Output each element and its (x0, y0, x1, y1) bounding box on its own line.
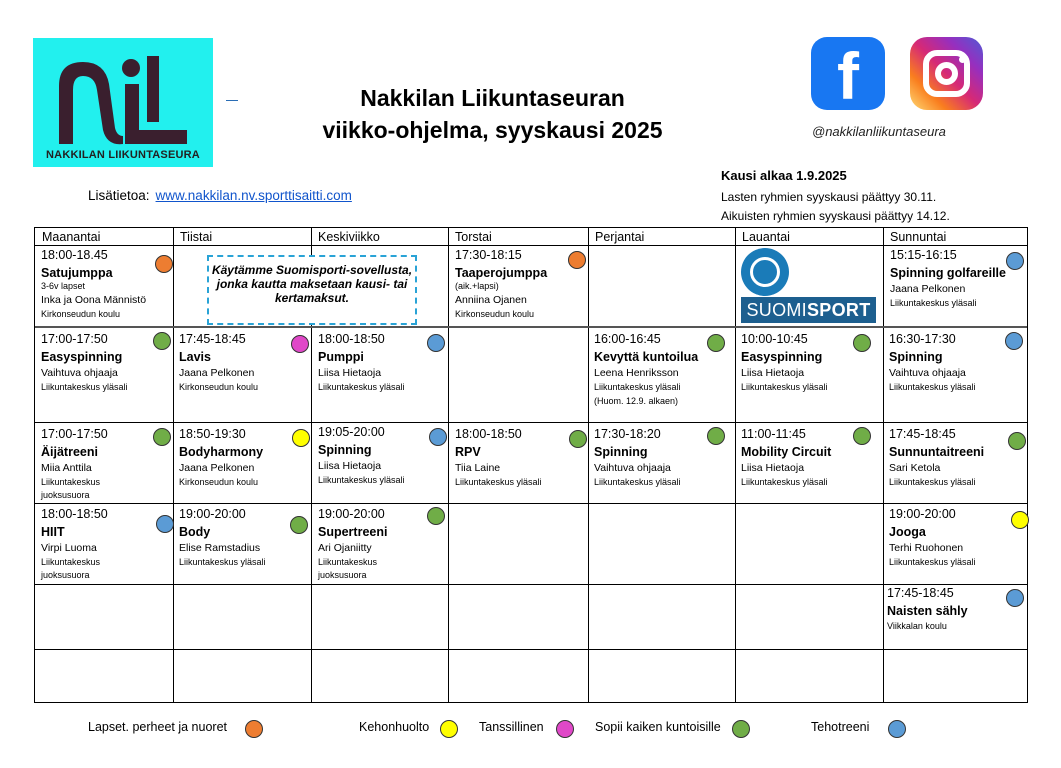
class-location: Liikuntakeskus yläsali (318, 475, 405, 485)
class-name: RPV (455, 445, 481, 459)
class-time: 16:00-16:45 (594, 332, 661, 346)
class-cell-thu1 (455, 248, 547, 321)
category-blue-dot-icon (1006, 252, 1024, 270)
class-name: Satujumppa (41, 266, 113, 280)
day-header-sun: Sunnuntai (890, 230, 947, 244)
class-cell-wed2 (318, 332, 405, 394)
facebook-icon[interactable]: f (811, 37, 885, 110)
class-name: Bodyharmony (179, 445, 264, 459)
class-location: Liikuntakeskus yläsali (179, 557, 266, 567)
category-blue-dot-icon (1006, 589, 1024, 607)
class-time: 18:00-18.45 (41, 248, 108, 262)
class-name: Jooga (889, 525, 926, 539)
class-cell-sun5 (887, 586, 968, 633)
season-start: Kausi alkaa 1.9.2025 (721, 168, 847, 183)
class-cell-sun4 (889, 507, 976, 569)
nl-logo-icon (53, 48, 193, 148)
class-cell-sat3 (741, 427, 831, 489)
class-location: Liikuntakeskus yläsali (318, 382, 405, 392)
class-location: Liikuntakeskus yläsali (455, 477, 542, 487)
class-time: 11:00-11:45 (741, 427, 806, 441)
legend-magenta-dot-icon (556, 720, 574, 738)
category-orange-dot-icon (155, 255, 173, 273)
class-instructor: Inka ja Oona Männistö (41, 294, 147, 306)
class-time: 18:00-18:50 (41, 507, 108, 521)
class-cell-wed4 (318, 507, 418, 582)
class-instructor: Liisa Hietaoja (318, 460, 382, 472)
class-instructor: Liisa Hietaoja (318, 367, 382, 379)
day-header-mon: Maanantai (42, 230, 101, 244)
class-instructor: Sari Ketola (889, 462, 941, 474)
class-location: Liikuntakeskus yläsali (889, 477, 976, 487)
website-link[interactable]: www.nakkilan.nv.sporttisaitti.com (155, 188, 352, 203)
class-cell-mon1 (41, 248, 146, 321)
class-instructor: Anniina Ojanen (455, 294, 527, 306)
class-instructor: Miia Anttila (41, 462, 92, 474)
class-cell-sun3 (889, 427, 984, 489)
class-name: Spinning (889, 350, 943, 364)
class-name: Supertreeni (318, 525, 388, 539)
class-time: 10:00-10:45 (741, 332, 808, 346)
club-logo (33, 38, 213, 167)
class-cell-fri3 (594, 427, 681, 489)
class-time: 18:00-18:50 (455, 427, 522, 441)
title-line-1: Nakkilan Liikuntaseuran (360, 85, 625, 111)
class-time: 19:05-20:00 (318, 425, 385, 439)
class-location: Liikuntakeskus yläsali (890, 298, 977, 308)
class-cell-mon3 (41, 427, 141, 502)
day-header-tue: Tiistai (180, 230, 213, 244)
class-name: HIIT (41, 525, 65, 539)
class-instructor: Jaana Pelkonen (179, 367, 255, 379)
class-location: Liikuntakeskus juoksusuora (41, 557, 101, 580)
class-instructor: Vaihtuva ohjaaja (594, 462, 671, 474)
class-time: 17:45-18:45 (889, 427, 956, 441)
category-yellow-dot-icon (1011, 511, 1029, 529)
legend-label: Kehonhuolto (359, 720, 430, 734)
class-name: Naisten sähly (887, 604, 968, 618)
class-cell-tue4 (179, 507, 266, 569)
class-location: Viikkalan koulu (887, 621, 947, 631)
class-name: Pumppi (318, 350, 364, 364)
season-kids-end: Lasten ryhmien syyskausi päättyy 30.11. (721, 190, 937, 204)
class-cell-wed3 (318, 425, 405, 487)
class-time: 19:00-20:00 (889, 507, 956, 521)
page-title (290, 82, 695, 146)
class-name: Taaperojumppa (455, 266, 548, 280)
legend-blue-dot-icon (888, 720, 906, 738)
legend-green-dot-icon (732, 720, 750, 738)
class-instructor: Jaana Pelkonen (890, 283, 966, 295)
class-location: Kirkonseudun koulu (41, 309, 121, 319)
class-location: Kirkonseudun koulu (179, 477, 259, 487)
class-time: 17:30-18:15 (455, 248, 522, 262)
category-blue-dot-icon (429, 428, 447, 446)
more-info (88, 188, 352, 203)
category-yellow-dot-icon (292, 429, 310, 447)
more-info-label: Lisätietoa: (88, 188, 150, 203)
class-sub: 3-6v lapset (41, 281, 86, 291)
legend-label: Lapset. perheet ja nuoret (88, 720, 227, 734)
class-location: Kirkonseudun koulu (179, 382, 259, 392)
class-instructor: Tiia Laine (455, 462, 501, 474)
class-time: 17:45-18:45 (887, 586, 954, 600)
legend-yellow-dot-icon (440, 720, 458, 738)
suomisport-word2: SPORT (807, 300, 871, 320)
class-name: Sunnuntaitreeni (889, 445, 985, 459)
class-instructor: Vaihtuva ohjaaja (889, 367, 966, 379)
class-location: Liikuntakeskus yläsali (594, 477, 681, 487)
suomisport-note: Käytämme Suomisporti-sovellusta, jonka kautta maksetaan kausi- tai kertamaksut. (207, 255, 417, 325)
category-orange-dot-icon (568, 251, 586, 269)
class-cell-fri2 (594, 332, 698, 406)
category-green-dot-icon (853, 427, 871, 445)
category-magenta-dot-icon (291, 335, 309, 353)
category-blue-dot-icon (156, 515, 174, 533)
class-time: 17:45-18:45 (179, 332, 246, 346)
class-location: Liikuntakeskus juoksusuora (318, 557, 378, 580)
class-cell-sun1 (890, 248, 1006, 310)
suomisport-logo (741, 248, 876, 323)
class-name: Spinning (318, 443, 372, 457)
logo-text: NAKKILAN LIIKUNTASEURA (46, 149, 200, 161)
class-location: Liikuntakeskus yläsali (594, 382, 681, 392)
class-name: Kevyttä kuntoilua (594, 350, 699, 364)
class-instructor: Terhi Ruohonen (889, 542, 964, 554)
legend-label: Tanssillinen (479, 720, 544, 734)
class-instructor: Vaihtuva ohjaaja (41, 367, 118, 379)
class-time: 19:00-20:00 (318, 507, 385, 521)
legend-label: Sopii kaiken kuntoisille (595, 720, 721, 734)
day-header-fri: Perjantai (595, 230, 645, 244)
class-name: Äijätreeni (41, 445, 98, 459)
class-instructor: Ari Ojaniitty (318, 542, 372, 554)
class-instructor: Liisa Hietaoja (741, 462, 805, 474)
class-location: Liikuntakeskus yläsali (889, 382, 976, 392)
category-green-dot-icon (707, 334, 725, 352)
day-header-wed: Keskiviikko (318, 230, 380, 244)
social-handle: @nakkilanliikuntaseura (812, 124, 946, 139)
class-location: Liikuntakeskus yläsali (889, 557, 976, 567)
class-cell-mon4 (41, 507, 141, 582)
category-green-dot-icon (290, 516, 308, 534)
day-header-sat: Lauantai (742, 230, 790, 244)
class-time: 17:00-17:50 (41, 427, 108, 441)
class-name: Body (179, 525, 211, 539)
legend-label: Tehotreeni (811, 720, 870, 734)
class-time: 16:30-17:30 (889, 332, 956, 346)
class-location: Kirkonseudun koulu (455, 309, 535, 319)
class-name: Spinning (594, 445, 648, 459)
class-location: Liikuntakeskus juoksusuora (41, 477, 101, 500)
class-name: Easyspinning (41, 350, 123, 364)
category-blue-dot-icon (427, 334, 445, 352)
class-sub: (aik.+lapsi) (455, 281, 499, 291)
category-green-dot-icon (153, 332, 171, 350)
season-adults-end: Aikuisten ryhmien syyskausi päättyy 14.12. (721, 209, 950, 223)
category-green-dot-icon (853, 334, 871, 352)
category-green-dot-icon (153, 428, 171, 446)
class-instructor: Virpi Luoma (41, 542, 97, 554)
class-cell-tue2 (179, 332, 258, 394)
class-location: Liikuntakeskus yläsali (41, 382, 128, 392)
class-time: 18:00-18:50 (318, 332, 385, 346)
class-name: Lavis (179, 350, 211, 364)
category-green-dot-icon (569, 430, 587, 448)
category-green-dot-icon (427, 507, 445, 525)
class-name: Easyspinning (741, 350, 823, 364)
class-name: Mobility Circuit (741, 445, 832, 459)
instagram-icon[interactable] (910, 37, 983, 110)
class-cell-tue3 (179, 427, 263, 489)
class-cell-sat2 (741, 332, 828, 394)
suomisport-word1: SUOMI (746, 300, 807, 320)
class-time: 17:00-17:50 (41, 332, 108, 346)
class-cell-sun2 (889, 332, 976, 394)
class-time: 17:30-18:20 (594, 427, 661, 441)
class-location: Liikuntakeskus yläsali (741, 382, 828, 392)
class-time: 15:15-16:15 (890, 248, 957, 262)
title-line-2: viikko-ohjelma, syyskausi 2025 (322, 117, 663, 143)
category-blue-dot-icon (1005, 332, 1023, 350)
class-instructor: Jaana Pelkonen (179, 462, 255, 474)
category-green-dot-icon (707, 427, 725, 445)
class-time: 18:50-19:30 (179, 427, 246, 441)
class-instructor: Leena Henriksson (594, 367, 679, 379)
link-underscore (226, 100, 238, 101)
class-instructor: Elise Ramstadius (179, 542, 261, 554)
class-time: 19:00-20:00 (179, 507, 246, 521)
class-cell-mon2 (41, 332, 128, 394)
class-note: (Huom. 12.9. alkaen) (594, 396, 679, 406)
category-green-dot-icon (1008, 432, 1026, 450)
class-instructor: Liisa Hietaoja (741, 367, 805, 379)
day-header-thu: Torstai (455, 230, 492, 244)
class-name: Spinning golfareille (890, 266, 1006, 280)
legend-orange-dot-icon (245, 720, 263, 738)
class-location: Liikuntakeskus yläsali (741, 477, 828, 487)
class-cell-thu3 (455, 427, 542, 489)
